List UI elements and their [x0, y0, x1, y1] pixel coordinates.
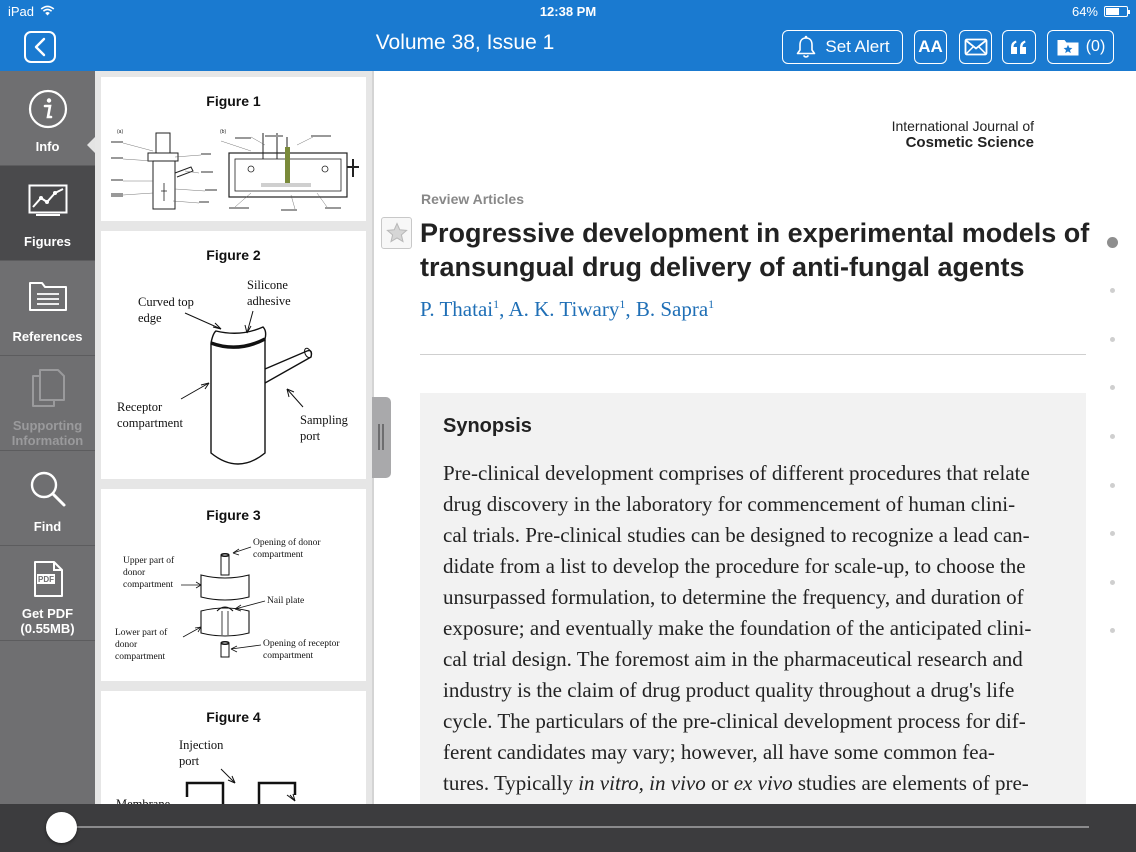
page-dot[interactable] [1110, 628, 1115, 633]
figure-title: Figure 1 [206, 93, 261, 109]
synopsis-text: tures. Typically [443, 771, 579, 795]
sidebar-item-label-line2: Information [11, 433, 84, 448]
synopsis-line: cal trials. Pre-clinical studies can be designed to recognize a lead can- [443, 523, 1030, 547]
journal-name-line2: Cosmetic Science [905, 134, 1034, 151]
synopsis-text: studies are elements of pre- [792, 771, 1029, 795]
figure-title: Figure 4 [206, 709, 261, 725]
figure-3-label-upper-1: Upper part of [123, 556, 175, 566]
status-bar [0, 0, 1136, 22]
quote-icon [1009, 39, 1029, 55]
sidebar-item-find[interactable] [0, 451, 95, 546]
figure-strip [95, 71, 373, 804]
synopsis-line: industry is the claim of drug product quality throughout a drug's life [443, 678, 1015, 702]
title-separator [420, 354, 1086, 355]
folder-icon [0, 279, 95, 319]
sidebar-item-label-line1: Get PDF [21, 606, 74, 621]
chart-icon [0, 184, 95, 224]
star-icon [386, 222, 408, 244]
sidebar-item-supporting-information[interactable] [0, 356, 95, 451]
search-icon [0, 469, 95, 509]
figure-3-label-upper-2: donor [123, 568, 146, 578]
sidebar-item-label: Find [33, 519, 62, 534]
page-scrubber-track[interactable] [60, 826, 1089, 828]
figure-1-label-a: (a) [117, 129, 124, 135]
nav-bar [0, 22, 1136, 71]
figure-2-label-port: port [300, 429, 321, 443]
sidebar-item-label-line1: Supporting [12, 418, 83, 433]
synopsis-line [443, 768, 1069, 799]
figure-2-image [101, 269, 366, 479]
synopsis-line: exposure; and eventually make the foundation of the anticipated clini- [443, 616, 1032, 640]
figure-4-label-injection: Injection [179, 738, 224, 752]
page-dot[interactable] [1110, 483, 1115, 488]
figure-3-label-lower-3: compartment [115, 652, 166, 662]
sidebar [0, 71, 95, 804]
article-title-line1: Progressive development in experimental models of [420, 218, 1090, 248]
battery-icon [1104, 6, 1128, 17]
synopsis-line: Pre-clinical development comprises of different procedures that relate [443, 461, 1030, 485]
synopsis-body [443, 458, 1069, 799]
figure-2-label-adhesive: adhesive [247, 294, 291, 308]
figure-3-label-opening-donor-2: compartment [253, 550, 304, 560]
status-time: 12:38 PM [539, 4, 597, 19]
sidebar-item-references[interactable] [0, 261, 95, 356]
figure-2-label-edge: edge [138, 311, 162, 325]
figure-title: Figure 3 [206, 507, 261, 523]
back-button[interactable] [24, 31, 56, 63]
figure-3-label-nail-plate: Nail plate [267, 596, 305, 606]
figure-2-label-receptor: Receptor [117, 400, 163, 414]
font-size-label: AA [918, 37, 943, 56]
font-size-button[interactable] [914, 30, 947, 64]
issue-title: Volume 38, Issue 1 [375, 31, 555, 54]
star-folder-icon [1056, 37, 1080, 57]
page-dot[interactable] [1110, 580, 1115, 585]
synopsis-line: cal trial design. The foremost aim in the pharmaceutical research and [443, 647, 1023, 671]
figure-card-2[interactable] [101, 231, 366, 479]
author-list: P. Thatai$^1$, A. K. Tiwary$^1$, B. Sapra$^1$ [420, 297, 715, 321]
figure-3-label-lower-1: Lower part of [115, 628, 168, 638]
saved-count: (0) [1085, 38, 1106, 55]
figure-card-1[interactable] [101, 77, 366, 221]
figure-2-label-compartment: compartment [117, 416, 183, 430]
synopsis-heading: Synopsis [443, 415, 532, 437]
cite-button[interactable] [1002, 30, 1036, 64]
figure-card-3[interactable] [101, 489, 366, 681]
sidebar-item-label-line2: (0.55MB) [20, 621, 75, 636]
sidebar-item-info[interactable] [0, 71, 95, 166]
sidebar-item-figures[interactable] [0, 166, 95, 261]
author-link[interactable]: B. Sapra [635, 297, 709, 321]
active-item-indicator [87, 137, 95, 153]
pane-resize-handle[interactable] [372, 397, 391, 478]
synopsis-line: unsurpassed formulation, to determine the frequency, and duration of [443, 585, 1024, 609]
page-scrubber-thumb[interactable] [46, 812, 77, 843]
author-affiliation: 1 [619, 297, 626, 311]
figure-3-label-opening-receptor-2: compartment [263, 651, 314, 661]
page-dot[interactable] [1110, 337, 1115, 342]
status-right [1072, 4, 1128, 19]
page-dot-current[interactable] [1107, 237, 1118, 248]
synopsis-italic: in vitro, in vivo [578, 771, 706, 795]
author-affiliation: 1 [493, 297, 500, 311]
author-link[interactable]: P. Thatai [420, 297, 494, 321]
author-link[interactable]: A. K. Tiwary [508, 297, 620, 321]
page-dot[interactable] [1110, 288, 1115, 293]
synopsis-box [420, 393, 1086, 804]
journal-name-line1: International Journal of [891, 118, 1034, 134]
figure-3-label-opening-receptor-1: Opening of receptor [263, 639, 340, 649]
figure-4-image [101, 731, 366, 804]
chevron-left-icon [33, 37, 47, 57]
envelope-icon [964, 38, 988, 56]
page-dot[interactable] [1110, 531, 1115, 536]
pdf-icon-text: PDF [37, 575, 54, 584]
page-dot[interactable] [1110, 385, 1115, 390]
bottom-bar [0, 804, 1136, 852]
figure-1-label-b: (b) [220, 129, 227, 135]
page-dot[interactable] [1110, 434, 1115, 439]
figure-3-label-lower-2: donor [115, 640, 138, 650]
figure-3-label-opening-donor-1: Opening of donor [253, 538, 321, 548]
email-button[interactable] [959, 30, 992, 64]
article-title-line2: transungual drug delivery of anti-fungal agents [420, 252, 1025, 282]
battery-percent: 64% [1071, 4, 1098, 19]
set-alert-label: Set Alert [825, 37, 890, 56]
figure-title: Figure 2 [206, 247, 261, 263]
figure-2-label-curved: Curved top [138, 295, 194, 309]
saved-articles-button[interactable] [1047, 30, 1114, 64]
sidebar-item-label [0, 606, 95, 636]
figure-2-label-sampling: Sampling [300, 413, 348, 427]
figure-4-label-port: port [179, 754, 200, 768]
figure-card-4[interactable] [101, 691, 366, 804]
sidebar-item-get-pdf[interactable] [0, 546, 95, 641]
article-section: Review Articles [421, 191, 524, 207]
sidebar-item-label: Figures [24, 234, 71, 249]
figure-4-label-membrane [116, 797, 171, 804]
article-title [420, 216, 1090, 284]
figure-3-image [101, 525, 366, 685]
pdf-icon [0, 560, 95, 600]
figure-3-label-upper-3: compartment [123, 580, 174, 590]
sidebar-item-label: References [12, 329, 83, 344]
synopsis-line: ferent candidates may vary; however, all have some common fea- [443, 740, 995, 764]
sidebar-item-label: Info [35, 139, 60, 154]
synopsis-line: cycle. The particulars of the pre-clinical development process for dif- [443, 709, 1026, 733]
journal-name [892, 118, 1034, 151]
synopsis-text: or [705, 771, 734, 795]
synopsis-italic: ex vivo [733, 771, 793, 795]
info-icon [0, 89, 95, 129]
figure-1-image [101, 111, 366, 221]
set-alert-button[interactable] [782, 30, 903, 64]
synopsis-line: drug discovery in the laboratory for commencement of human clini- [443, 492, 1016, 516]
bell-icon [795, 35, 817, 59]
documents-icon [0, 368, 95, 408]
sidebar-item-label [0, 418, 95, 448]
author-affiliation: 1 [708, 297, 715, 311]
favorite-button[interactable] [381, 217, 412, 249]
battery-fill [1106, 8, 1119, 15]
device-name: iPad [8, 4, 35, 19]
synopsis-line: didate from a list to develop the procedure for scale-up, to choose the [443, 554, 1026, 578]
figure-2-label-silicone: Silicone [247, 278, 288, 292]
